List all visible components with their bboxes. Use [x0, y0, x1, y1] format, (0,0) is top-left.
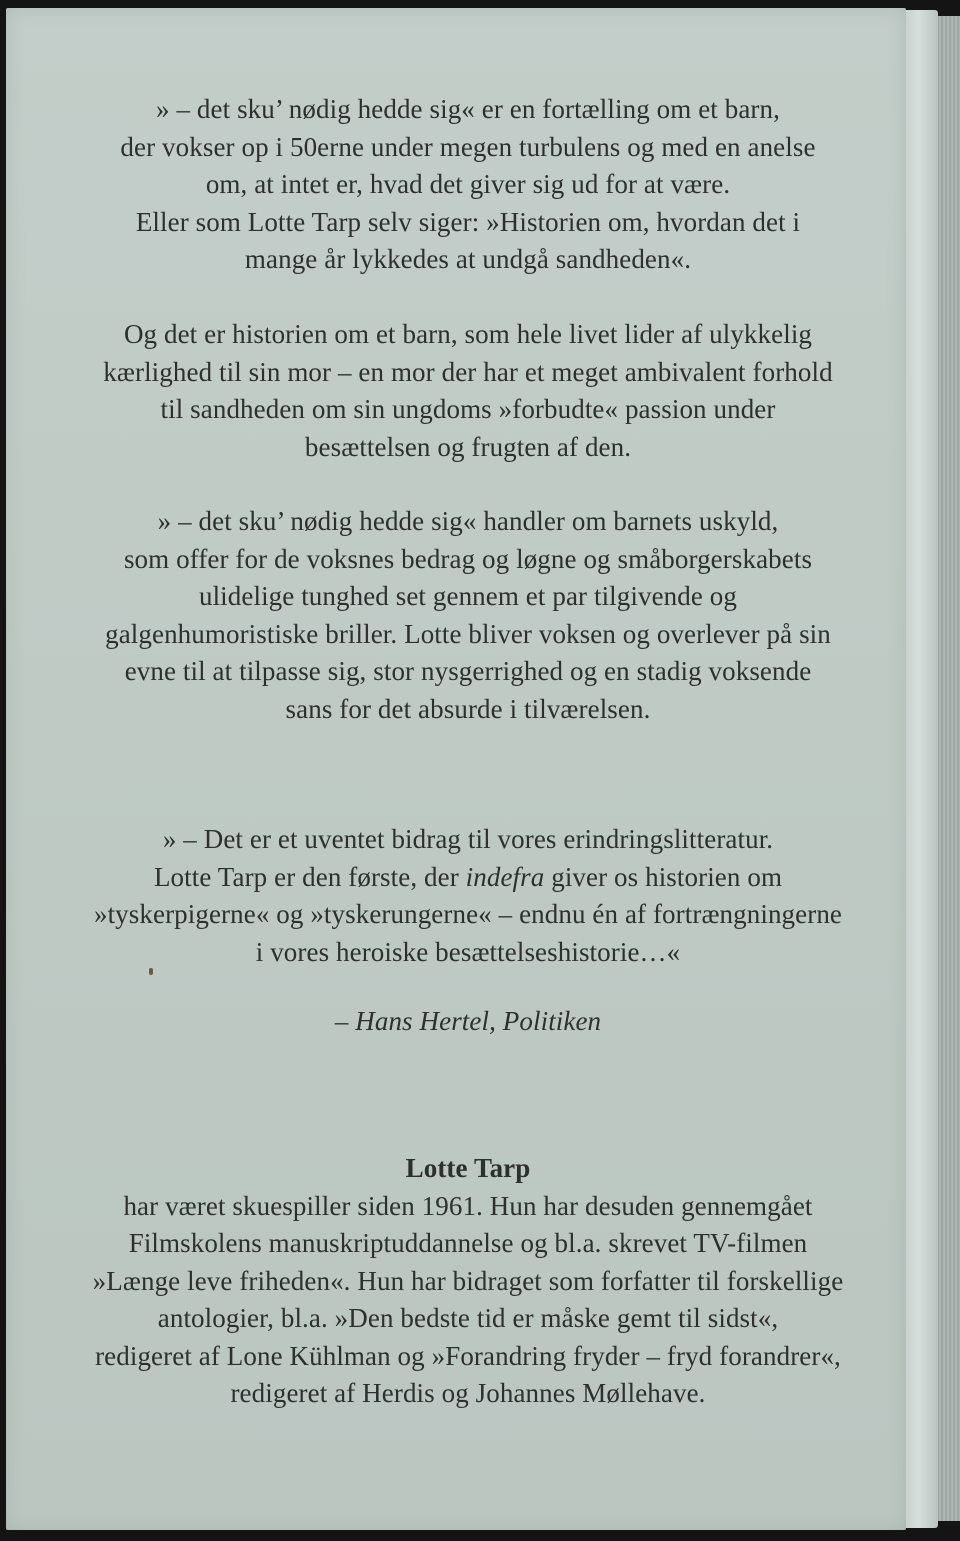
author-bio-line: »Længe leve friheden«. Hun har bidraget som forfatter til forskellige [92, 1265, 844, 1296]
blurb-line: om, at intet er, hvad det giver sig ud for at være. [205, 169, 731, 199]
author-name: Lotte Tarp [405, 1153, 531, 1183]
blurb-line: » – det sku’ nødig hedde sig« er en fortælling om et barn, [156, 94, 780, 124]
author-bio-line: Filmskolens manuskriptuddannelse og bl.a. skrevet TV-filmen [128, 1228, 808, 1258]
blurb-line: mange år lykkedes at undgå sandheden«. [244, 244, 692, 274]
author-section [0, 1150, 936, 1413]
review-quote [0, 821, 936, 971]
blurb-line: der vokser op i 50erne under megen turbulens og med en anelse [120, 131, 816, 162]
author-bio-line: antologier, bl.a. »Den bedste tid er måske gemt til sidst«, [157, 1303, 779, 1333]
blurb-paragraph-3 [0, 503, 936, 728]
quote-line: »tyskerpigerne« og »tyskerungerne« – endnu én af fortrængningerne [93, 899, 843, 929]
blurb-line: som offer for de voksnes bedrag og løgne og småborgerskabets [123, 543, 813, 574]
blurb-line: ulidelige tunghed set gennem et par tilgivende og [198, 581, 737, 611]
book-pages-edge [938, 16, 960, 1521]
blurb-line: Og det er historien om et barn, som hele livet lider af ulykkelig [123, 319, 813, 349]
blurb-line: galgenhumoristiske briller. Lotte bliver voksen og overlever på sin [105, 618, 831, 649]
quote-line: » – Det er et uventet bidrag til vores erindringslitteratur. [162, 824, 774, 854]
blurb-line: » – det sku’ nødig hedde sig« handler om barnets uskyld, [157, 506, 779, 536]
quote-line: i vores heroiske besættelseshistorie…« [255, 936, 681, 967]
quote-attribution: – Hans Hertel, Politiken [334, 1006, 602, 1036]
quote-line: Lotte Tarp er den første, der indefra giver os historien om [153, 861, 783, 892]
blurb-paragraph-1 [0, 91, 936, 279]
blurb-line: Eller som Lotte Tarp selv siger: »Historien om, hvordan det i [135, 206, 801, 237]
blurb-line: sans for det absurde i tilværelsen. [285, 693, 651, 724]
author-bio-line: har været skuespiller siden 1961. Hun har desuden gennemgået [123, 1190, 813, 1221]
blurb-line: til sandheden om sin ungdoms »forbudte« passion under [160, 394, 776, 424]
blurb-line: kærlighed til sin mor – en mor der har et meget ambivalent forhold [103, 356, 833, 387]
quote-emphasis: indefra [465, 861, 545, 892]
blurb-line: besættelsen og frugten af den. [304, 431, 632, 462]
author-bio-line: redigeret af Herdis og Johannes Møllehave. [230, 1378, 706, 1408]
blurb-paragraph-2 [0, 316, 936, 466]
blurb-line: evne til at tilpasse sig, stor nysgerrighed og en stadig voksende [124, 656, 812, 686]
cover-blemish [149, 968, 153, 975]
author-bio-line: redigeret af Lone Kühlman og »Forandring fryder – fryd forandrer«, [95, 1340, 841, 1371]
